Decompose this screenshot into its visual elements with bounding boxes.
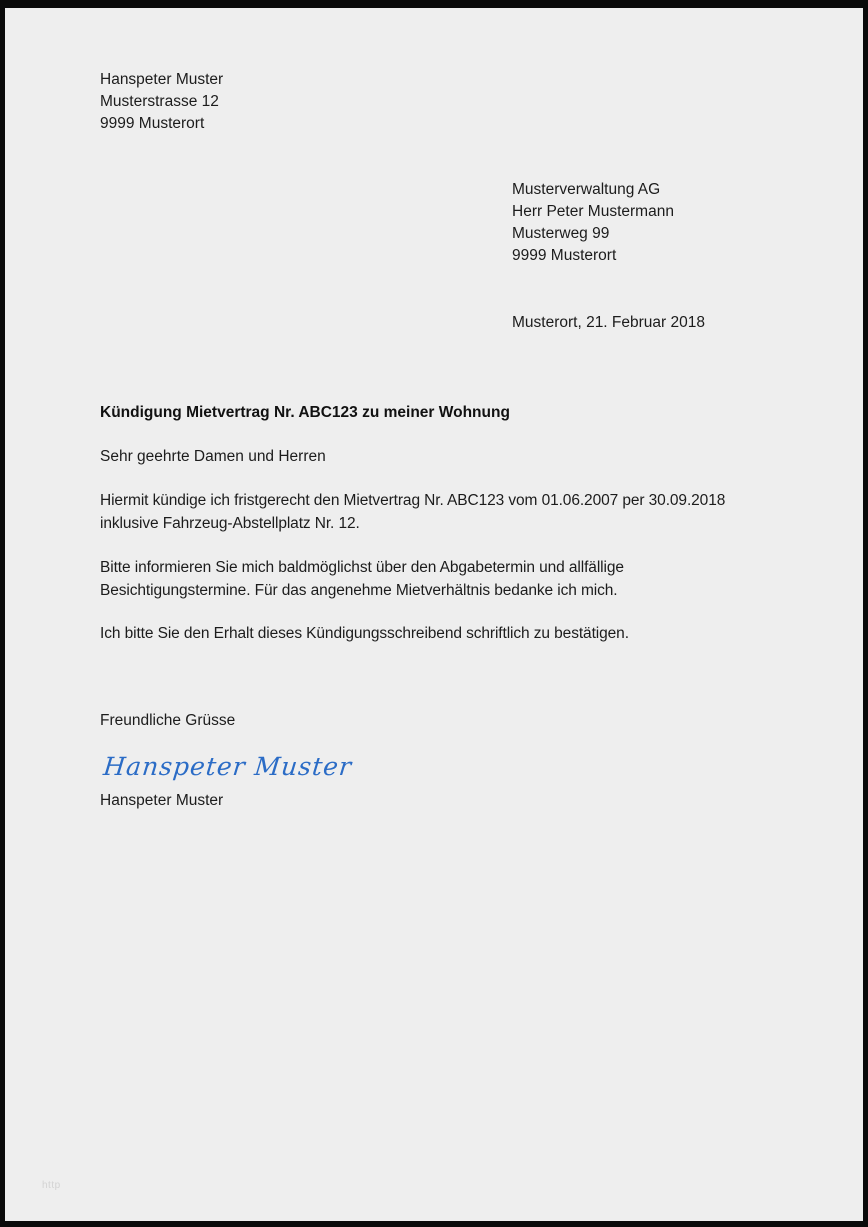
watermark-text: http	[42, 1180, 61, 1191]
sender-name: Hanspeter Muster	[100, 71, 224, 88]
sender-street: Musterstrasse 12	[100, 93, 219, 110]
body-paragraph-2: Bitte informieren Sie mich baldmöglichst über den Abgabetermin und allfällige Besichtigungstermine. Für das angenehme Mietverhältnis bedanke ich mich.	[100, 559, 624, 599]
subject-line: Kündigung Mietvertrag Nr. ABC123 zu meiner Wohnung	[100, 404, 510, 421]
closing-phrase: Freundliche Grüsse	[100, 712, 236, 729]
recipient-address-block	[512, 179, 674, 267]
recipient-name: Herr Peter Mustermann	[512, 203, 674, 220]
handwritten-signature: Hanspeter Muster	[102, 752, 354, 781]
date-line: Musterort, 21. Februar 2018	[512, 314, 705, 331]
sender-address-block	[100, 69, 223, 135]
recipient-street: Musterweg 99	[512, 225, 610, 242]
body-paragraph-3: Ich bitte Sie den Erhalt dieses Kündigungsschreibend schriftlich zu bestätigen.	[100, 625, 629, 642]
sender-city: 9999 Musterort	[100, 115, 205, 132]
typed-signature-name: Hanspeter Muster	[100, 792, 224, 809]
salutation: Sehr geehrte Damen und Herren	[100, 448, 326, 465]
recipient-city: 9999 Musterort	[512, 247, 617, 264]
recipient-company: Musterverwaltung AG	[512, 181, 661, 198]
body-paragraph-1: Hiermit kündige ich fristgerecht den Mietvertrag Nr. ABC123 vom 01.06.2007 per 30.09.2018 inklusive Fahrzeug-Abstellplatz Nr. 12.	[100, 492, 726, 532]
